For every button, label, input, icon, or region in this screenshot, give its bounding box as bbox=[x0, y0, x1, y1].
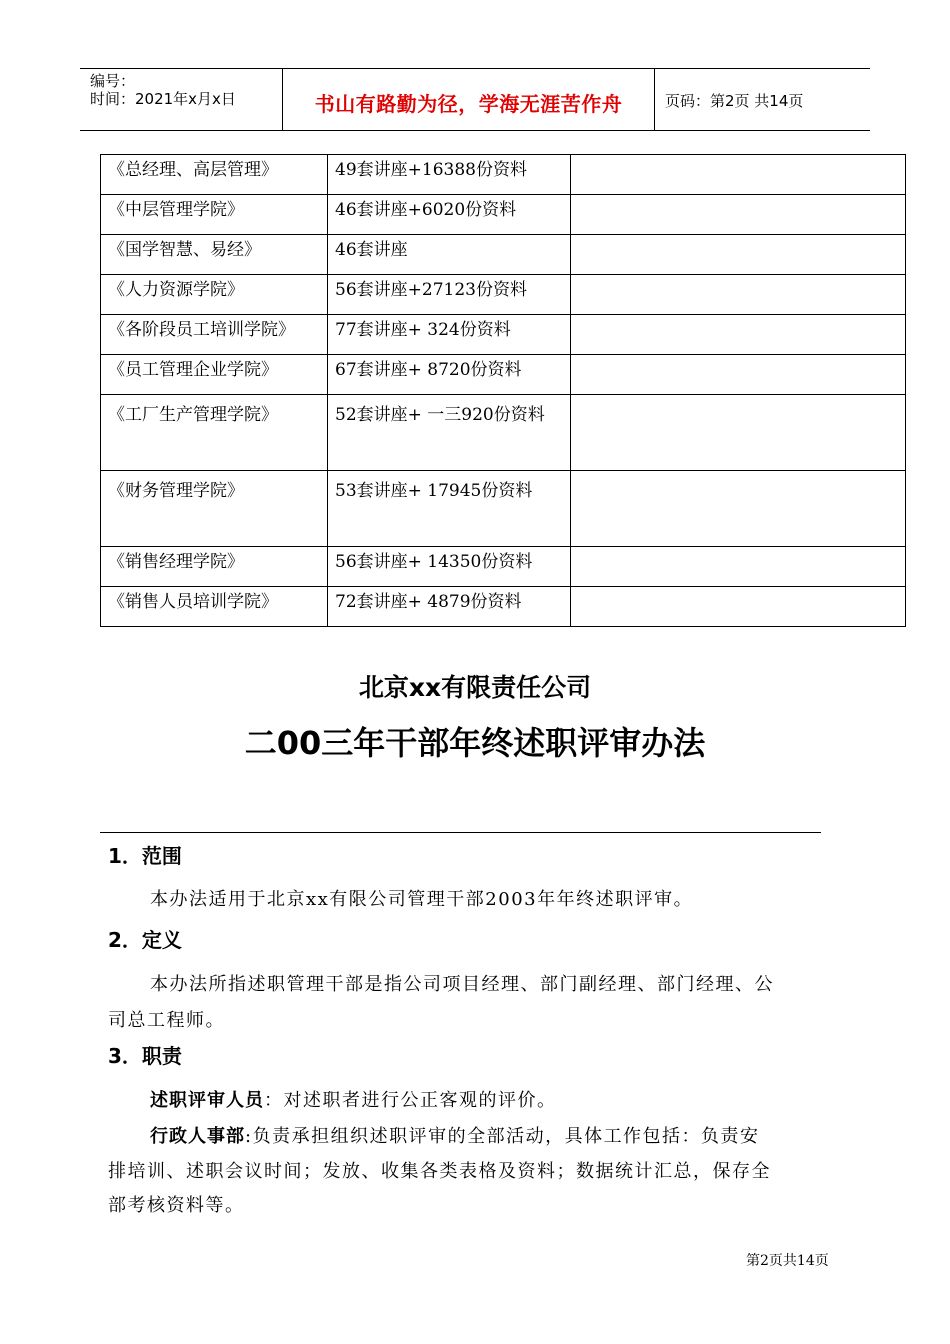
section-3-admin-line2: 排培训、述职会议时间；发放、收集各类表格及资料；数据统计汇总，保存全 bbox=[108, 1161, 771, 1182]
document-title: 二00三年干部年终述职评审办法 bbox=[244, 724, 706, 762]
header-motto-cell bbox=[283, 69, 655, 130]
table-row bbox=[101, 395, 906, 471]
page-header bbox=[80, 68, 870, 131]
section-3-reviewers bbox=[150, 1086, 557, 1112]
footer-page-number: 第2页共14页 bbox=[746, 1253, 829, 1269]
course-note-cell bbox=[571, 315, 906, 355]
section-2-text-line1: 本办法所指述职管理干部是指公司项目经理、部门副经理、部门经理、公 bbox=[150, 974, 774, 995]
table-row bbox=[101, 275, 906, 315]
course-note-cell bbox=[571, 471, 906, 547]
course-content-cell: 46套讲座+6020份资料 bbox=[328, 195, 571, 235]
section-2-heading: 2．定义 bbox=[108, 928, 182, 952]
table-row bbox=[101, 471, 906, 547]
company-name: 北京xx有限责任公司 bbox=[358, 673, 592, 702]
course-note-cell bbox=[571, 195, 906, 235]
course-name-cell: 《销售经理学院》 bbox=[101, 547, 328, 587]
course-content-cell: 53套讲座+ 17945份资料 bbox=[328, 471, 571, 547]
course-name-cell: 《财务管理学院》 bbox=[101, 471, 328, 547]
admin-text-line1: :负责承担组织述职评审的全部活动，具体工作包括：负责安 bbox=[245, 1126, 760, 1147]
course-name-cell: 《各阶段员工培训学院》 bbox=[101, 315, 328, 355]
section-1-heading: 1．范围 bbox=[108, 844, 182, 868]
reviewers-label: 述职评审人员 bbox=[150, 1090, 264, 1111]
course-note-cell bbox=[571, 155, 906, 195]
course-name-cell: 《工厂生产管理学院》 bbox=[101, 395, 328, 471]
course-note-cell bbox=[571, 547, 906, 587]
table-row bbox=[101, 155, 906, 195]
course-name-cell: 《员工管理企业学院》 bbox=[101, 355, 328, 395]
admin-label: 行政人事部 bbox=[150, 1126, 245, 1147]
header-page-cell bbox=[655, 69, 870, 130]
course-name-cell: 《中层管理学院》 bbox=[101, 195, 328, 235]
header-motto: 书山有路勤为径，学海无涯苦作舟 bbox=[314, 92, 623, 116]
course-note-cell bbox=[571, 275, 906, 315]
section-1-text: 本办法适用于北京xx有限公司管理干部2003年年终述职评审。 bbox=[150, 889, 694, 910]
section-3-admin-line3: 部考核资料等。 bbox=[108, 1195, 245, 1216]
table-row bbox=[101, 235, 906, 275]
course-content-cell: 49套讲座+16388份资料 bbox=[328, 155, 571, 195]
header-page-number: 页码：第2页 共14页 bbox=[665, 92, 804, 110]
table-row bbox=[101, 315, 906, 355]
table-row bbox=[101, 355, 906, 395]
course-note-cell bbox=[571, 235, 906, 275]
document-time-label: 时间：2021年x月x日 bbox=[90, 90, 236, 108]
reviewers-text: ：对述职者进行公正客观的评价。 bbox=[264, 1090, 557, 1111]
course-content-cell: 56套讲座+27123份资料 bbox=[328, 275, 571, 315]
section-3-heading: 3．职责 bbox=[108, 1044, 182, 1068]
course-content-cell: 46套讲座 bbox=[328, 235, 571, 275]
table-row bbox=[101, 195, 906, 235]
table-row bbox=[101, 587, 906, 627]
course-name-cell: 《国学智慧、易经》 bbox=[101, 235, 328, 275]
header-meta bbox=[80, 69, 283, 130]
table-row bbox=[101, 547, 906, 587]
course-name-cell: 《人力资源学院》 bbox=[101, 275, 328, 315]
course-content-cell: 72套讲座+ 4879份资料 bbox=[328, 587, 571, 627]
course-note-cell bbox=[571, 587, 906, 627]
course-content-cell: 56套讲座+ 14350份资料 bbox=[328, 547, 571, 587]
course-content-cell: 67套讲座+ 8720份资料 bbox=[328, 355, 571, 395]
course-name-cell: 《销售人员培训学院》 bbox=[101, 587, 328, 627]
course-table bbox=[100, 154, 906, 627]
course-name-cell: 《总经理、高层管理》 bbox=[101, 155, 328, 195]
course-content-cell: 77套讲座+ 324份资料 bbox=[328, 315, 571, 355]
document-number-label: 编号： bbox=[90, 72, 136, 90]
section-2-text-line2: 司总工程师。 bbox=[108, 1010, 225, 1031]
section-divider bbox=[100, 832, 821, 833]
course-note-cell bbox=[571, 395, 906, 471]
section-3-admin-line1 bbox=[150, 1122, 760, 1148]
course-note-cell bbox=[571, 355, 906, 395]
course-content-cell: 52套讲座+ 一三920份资料 bbox=[328, 395, 571, 471]
